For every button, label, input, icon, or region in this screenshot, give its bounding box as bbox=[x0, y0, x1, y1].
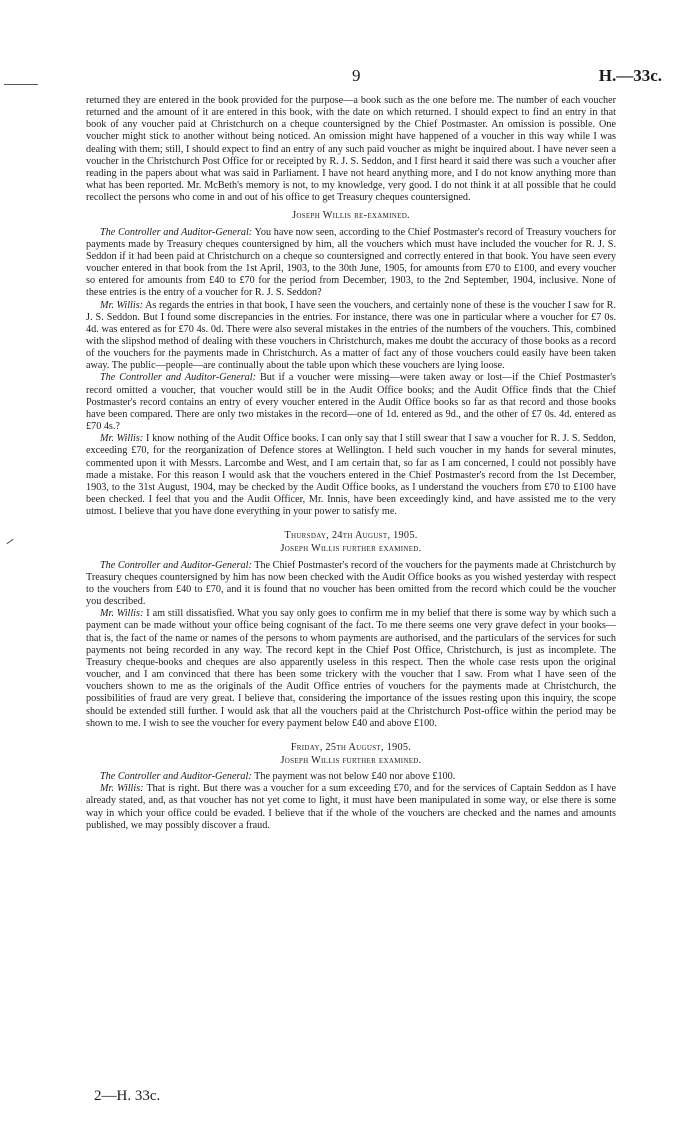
speaker-label: Mr. Willis: bbox=[100, 608, 144, 620]
page-header bbox=[0, 66, 700, 88]
paragraph: returned they are entered in the book provided for the purpose—a book such as the one before me. The number of each voucher returned and the amount of it are entered in this book, with the date on which returned. I should expect to find an entry in that book of any voucher paid at Christchurch on a cheque countersigned by the Chief Postmaster. An omission is possible. One voucher might stick to another without being noticed. An omission might have happened of a voucher in this way while I was dealing with them; still, I should expect to find an entry of any such paid voucher as might be inquired about. I have never seen a voucher in the Christchurch Post Office for or receipted by R. J. S. Seddon, and I first heard it said there was such a voucher after reading in the papers about what was said in Parliament. I have not heard anything more, and I do not know anything more than what has been reported. Mr. McBeth's memory is not, to my knowledge, very good. I do not think it at all possible that he could recollect the persons who come in and out of his office to get Treasury cheques countersigned. bbox=[86, 95, 616, 204]
paragraph-text: The payment was not below £40 nor above £100. bbox=[251, 771, 456, 783]
paragraph-text: But if a voucher were missing—were taken away or lost—if the Chief Postmaster's record omitted a voucher, that voucher would still be in the Audit Office books; and the Audit Office finds that the Chief Postmaster's record contains an entry of every voucher entered in the Audit Office books so far as that record and those books have been compared. There are only two mistakes in the record—one of 1d. entered as 9d., and the other of £7 0s. 4d. entered as £70 4s.? bbox=[86, 372, 616, 433]
date-heading: Friday, 25th August, 1905. bbox=[290, 741, 412, 753]
paragraph bbox=[86, 771, 616, 783]
paragraph bbox=[86, 372, 616, 433]
document-reference: H.—33c. bbox=[598, 66, 662, 85]
paragraph bbox=[86, 783, 616, 832]
speaker-label: The Controller and Auditor-General: bbox=[100, 771, 252, 783]
paragraph-text: The Chief Postmaster's record of the vouchers for the payments made at Christchurch by Treasury cheques countersigned by him has now been checked with the Audit Office books as you wished yesterday with respect to the vouchers from £40 to £70, and it is found that no voucher has been omitted from the record which could be the voucher you described. bbox=[86, 559, 616, 608]
witness-heading: Joseph Willis further examined. bbox=[280, 754, 422, 766]
speaker-label: Mr. Willis: bbox=[100, 433, 144, 445]
paragraph bbox=[86, 227, 616, 300]
signature-mark: 2—H. 33c. bbox=[94, 1088, 161, 1104]
witness-heading: Joseph Willis further examined. bbox=[280, 543, 422, 555]
paragraph-text: I am still dissatisfied. What you say only goes to confirm me in my belief that there is some way by which such a payment can be made without your office being cognisant of the fact. To me there seems one very grave defect in your books—that is, the fact of the name or names of the persons to whom payments are authorised, and the particulars of the services for such payments not being recorded in any way. The record kept in the Chief Post Office, Christchurch, is just as incomplete. The Treasury cheque-books and cheques are also apparently useless in this respect. Then the whole case rests upon the original voucher, and I am convinced that there has been some trickery with the voucher that I saw. From what I have seen of the vouchers shown to me as the originals of the Audit Office entries of vouchers for the payments made at Christchurch, the possibilities of fraud are very great. I believe that, considering the importance of the issues resting upon this inquiry, the scope should be extended still further. I would ask that all the vouchers paid at the Christchurch Post-office within the period may be shown to me. I wish to see the voucher for every payment below £40 and above £100. bbox=[86, 608, 616, 729]
body-text bbox=[86, 95, 616, 832]
speaker-label: The Controller and Auditor-General: bbox=[100, 559, 252, 571]
paragraph bbox=[86, 608, 616, 730]
speaker-label: Mr. Willis: bbox=[100, 299, 144, 311]
paragraph bbox=[86, 433, 616, 518]
paragraph bbox=[86, 300, 616, 373]
speaker-label: Mr. Willis: bbox=[100, 783, 144, 795]
paragraph-text: As regards the entries in that book, I have seen the vouchers, and certainly none of these is the voucher I saw for R. J. S. Seddon. But I found some discrepancies in the entries. For instance, there was one in particular where a voucher for £7 0s. 4d. was entered as for £70 4s. 0d. There were also several mistakes in the entries of the numbers of the vouchers. This, combined with the slipshod method of dealing with these vouchers in Christchurch, makes me doubt the accuracy of those books as a record of the vouchers for the payments made in Christchurch. As a matter of fact any of those vouchers could easily have been taken away. The public—people—are continually about the table upon which these vouchers are lying loose. bbox=[86, 299, 616, 372]
witness-heading: Joseph Willis re-examined. bbox=[292, 210, 410, 222]
page-number: 9 bbox=[352, 66, 361, 85]
speaker-label: The Controller and Auditor-General: bbox=[100, 226, 253, 238]
speaker-label: The Controller and Auditor-General: bbox=[100, 372, 256, 384]
margin-mark-mid bbox=[6, 539, 13, 544]
paragraph bbox=[86, 560, 616, 609]
paragraph-text: That is right. But there was a voucher for a sum exceeding £70, and for the services of Captain Seddon as I have already stated, and, as that voucher has not yet come to light, it must have been manipulated in some way, or else there is some way in which your office could be evaded. I believe that if the whole of the vouchers are checked and the names and amounts published, we may possibly discover a fraud. bbox=[86, 783, 616, 831]
paragraph-text: You have now seen, according to the Chief Postmaster's record of Treasury vouchers for payments made by Treasury cheques countersigned by him, all the vouchers which must have included the voucher for R. J. S. Seddon if it had been paid at Christchurch on a cheque so countersigned and correctly entered in that book. You have seen every voucher entered in that book from the 1st April, 1903, to the 30th June, 1905, for amounts from £70 to £100, and every voucher so entered for amounts from £40 to £70 for the period from December, 1903, to the 2nd September, 1904, inclusive. None of these entries is the entry of a voucher for R. J. S. Seddon? bbox=[86, 226, 616, 299]
date-heading: Thursday, 24th August, 1905. bbox=[284, 530, 418, 542]
paragraph-text: I know nothing of the Audit Office books. I can only say that I still swear that I saw a voucher for R. J. S. Seddon, exceeding £70, for the reorganization of Defence stores at Wellington. I held such voucher in my hands for several minutes, commented upon it with Messrs. Larcombe and West, and I am certain that, so far as I am concerned, I could not possibly have made a mistake. For this reason I would ask that the vouchers entered in the Chief Postmaster's record from the 1st December, 1903, to the 31st August, 1904, may be checked by the Audit Office books, as I understand the vouchers from £70 to £100 have been checked. I feel that you and the Audit Officer, Mr. Innis, have been exceedingly kind, and have assisted me to the very utmost. I believe that you have done everything in your power to satisfy me. bbox=[86, 433, 616, 518]
